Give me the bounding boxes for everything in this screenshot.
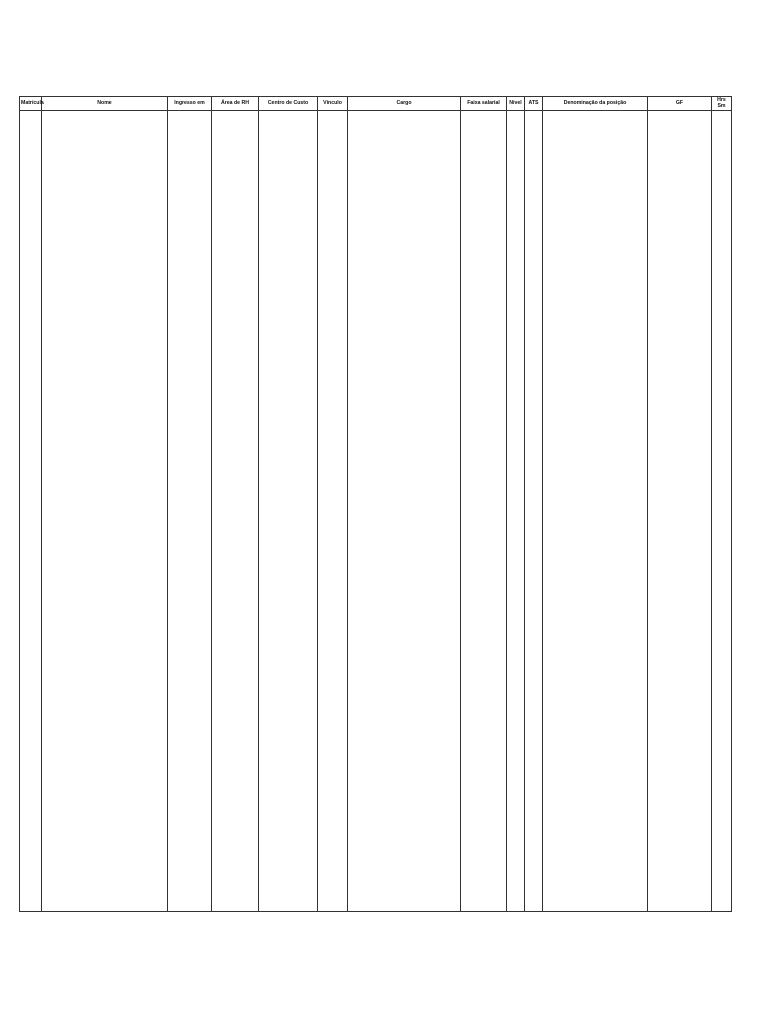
employee-table-sheet: [19, 96, 731, 912]
cell-centro-custo: [259, 904, 318, 911]
cell-hrs-sm: [712, 904, 732, 911]
column-header-faixa-salarial[interactable]: Faixa salarial: [461, 97, 507, 111]
cell-gf: [648, 110, 712, 117]
cell-cargo: [348, 904, 461, 911]
column-header-matricula[interactable]: Matrícula: [20, 97, 42, 111]
column-header-gf[interactable]: GF: [648, 97, 712, 111]
column-header-vinculo[interactable]: Vínculo: [318, 97, 348, 111]
cell-denominacao: [543, 110, 648, 117]
cell-nivel: [507, 904, 525, 911]
cell-ingresso: [168, 904, 212, 911]
column-header-ats[interactable]: ATS: [525, 97, 543, 111]
cell-ingresso: [168, 110, 212, 117]
table-row: [20, 904, 732, 911]
cell-ats: [525, 904, 543, 911]
cell-cargo: [348, 110, 461, 117]
table-body: [20, 110, 732, 911]
cell-matricula: [20, 904, 42, 911]
cell-hrs-sm: [712, 110, 732, 117]
cell-ats: [525, 110, 543, 117]
column-header-cargo[interactable]: Cargo: [348, 97, 461, 111]
employee-table: [19, 96, 732, 912]
cell-nome: [42, 110, 168, 117]
cell-denominacao: [543, 904, 648, 911]
cell-centro-custo: [259, 110, 318, 117]
table-header-row: [20, 97, 732, 111]
table-row: [20, 110, 732, 117]
column-header-ingresso[interactable]: Ingresso em: [168, 97, 212, 111]
column-header-area-rh[interactable]: Área de RH: [212, 97, 259, 111]
column-header-nome[interactable]: Nome: [42, 97, 168, 111]
column-header-centro-custo[interactable]: Centro de Custo: [259, 97, 318, 111]
cell-vinculo: [318, 110, 348, 117]
cell-matricula: [20, 110, 42, 117]
cell-area-rh: [212, 904, 259, 911]
cell-faixa-salarial: [461, 904, 507, 911]
column-header-nivel[interactable]: Nível: [507, 97, 525, 111]
cell-area-rh: [212, 110, 259, 117]
cell-vinculo: [318, 904, 348, 911]
cell-faixa-salarial: [461, 110, 507, 117]
cell-nivel: [507, 110, 525, 117]
column-header-denominacao[interactable]: Denominação da posição: [543, 97, 648, 111]
column-header-hrs-sm[interactable]: Hrs Sm: [712, 97, 732, 111]
cell-nome: [42, 904, 168, 911]
cell-gf: [648, 904, 712, 911]
